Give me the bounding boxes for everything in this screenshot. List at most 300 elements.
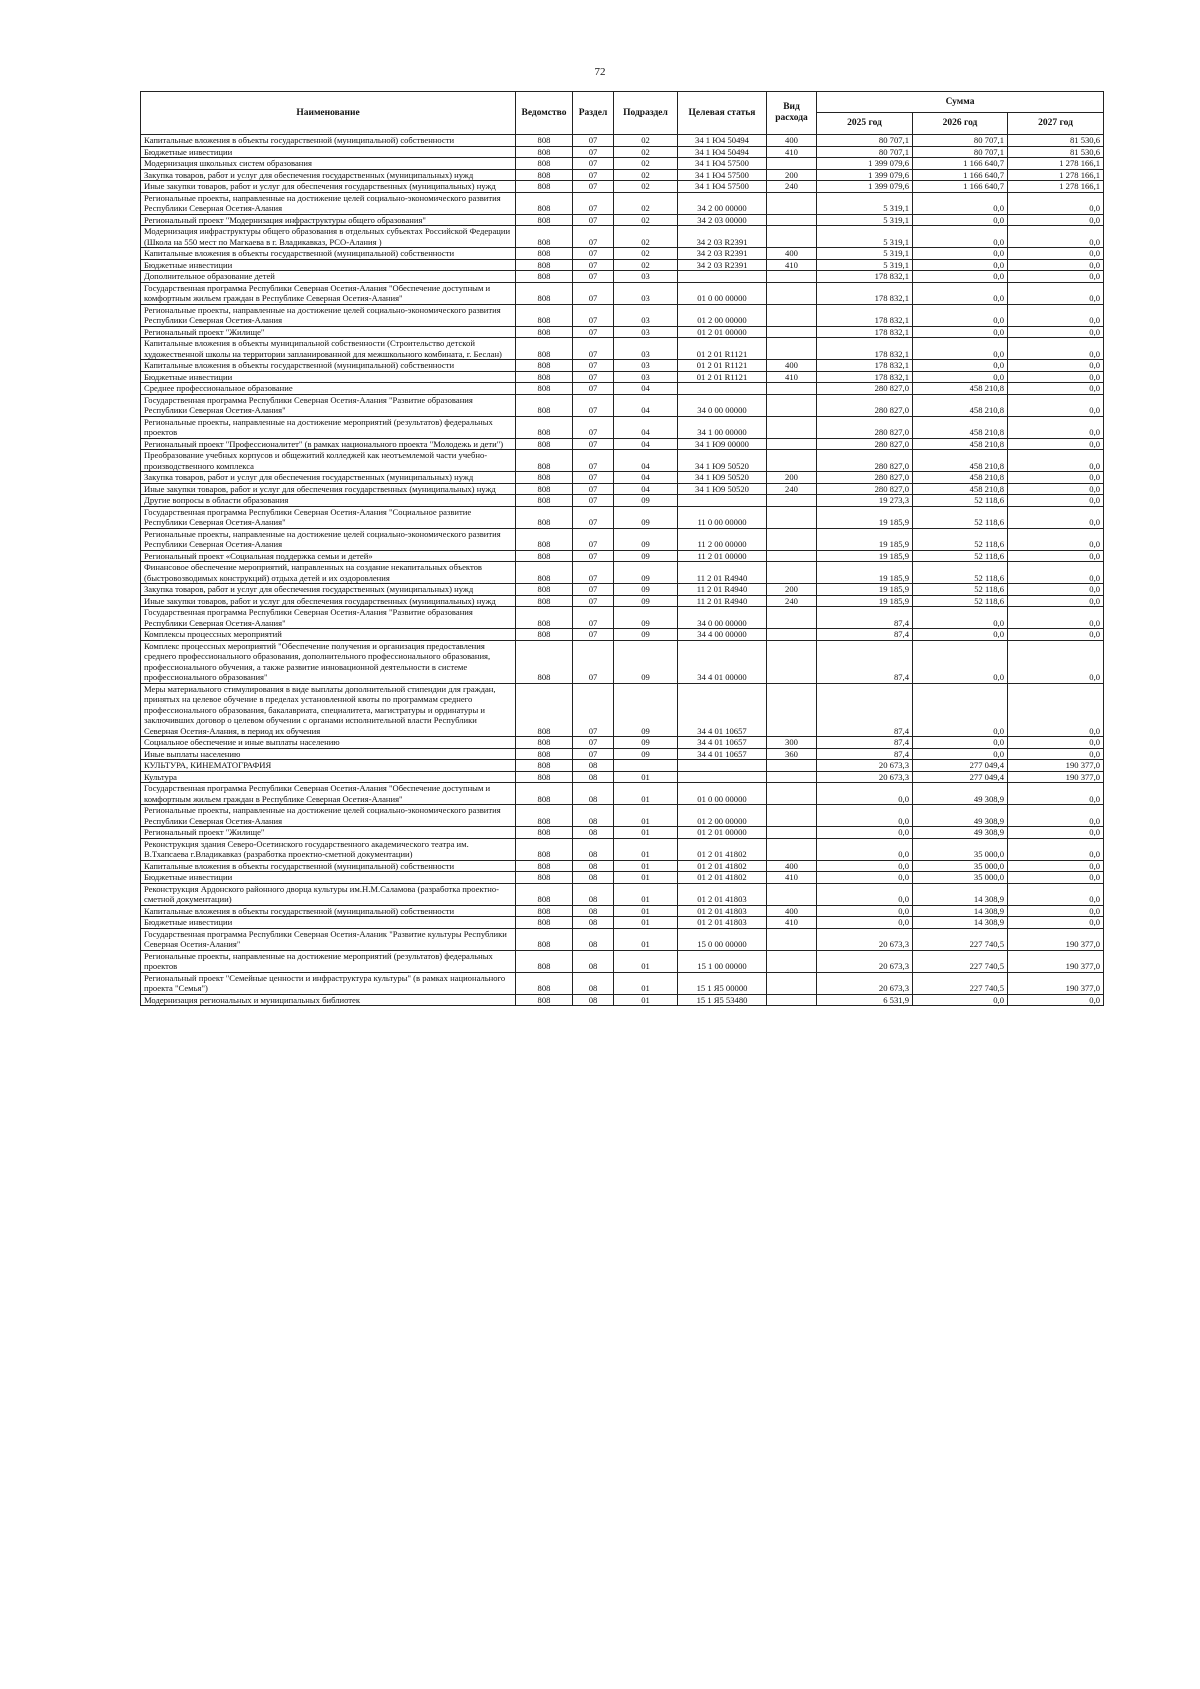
row-target: 34 4 01 10657 — [678, 737, 767, 749]
row-name: Меры материального стимулирования в виде выплаты дополнительной стипендии для граждан, принятых на целевое обучение в пределах установленной квоты по программам среднего профессионального образования, бакалавриата, специалитета, магистратуры и ординатуры и заключивших договор о целевом обучении с органами исполнительной власти Республики Северная Осетия-Алания, в период их обучения — [141, 683, 516, 737]
row-target: 34 2 03 R2391 — [678, 226, 767, 248]
table-row — [141, 282, 1104, 304]
row-section: 07 — [573, 338, 614, 360]
row-section: 08 — [573, 838, 614, 860]
row-sum-2025: 20 673,3 — [817, 928, 913, 950]
row-sum-2026: 0,0 — [913, 640, 1008, 683]
table-row — [141, 994, 1104, 1006]
row-dept: 808 — [516, 872, 573, 884]
row-dept: 808 — [516, 883, 573, 905]
row-name: Региональные проекты, направленные на достижение мероприятий (результатов) федеральных проектов — [141, 416, 516, 438]
row-exp-type — [767, 158, 817, 170]
row-name: Иные закупки товаров, работ и услуг для обеспечения государственных (муниципальных) нужд — [141, 483, 516, 495]
row-target: 01 0 00 00000 — [678, 282, 767, 304]
row-sum-2026: 0,0 — [913, 304, 1008, 326]
row-sum-2027: 0,0 — [1008, 495, 1104, 507]
header-target: Целевая статья — [678, 92, 767, 135]
row-subsection: 02 — [614, 248, 678, 260]
row-dept: 808 — [516, 416, 573, 438]
row-dept: 808 — [516, 994, 573, 1006]
row-sum-2027: 0,0 — [1008, 450, 1104, 472]
row-name: Закупка товаров, работ и услуг для обеспечения государственных (муниципальных) нужд — [141, 169, 516, 181]
row-sum-2027: 0,0 — [1008, 506, 1104, 528]
row-target: 34 1 00 00000 — [678, 416, 767, 438]
row-exp-type: 240 — [767, 483, 817, 495]
header-subsection: Подраздел — [614, 92, 678, 135]
row-target: 34 4 01 00000 — [678, 640, 767, 683]
row-target: 15 1 Я5 53480 — [678, 994, 767, 1006]
row-dept: 808 — [516, 629, 573, 641]
row-sum-2027: 190 377,0 — [1008, 771, 1104, 783]
row-subsection: 01 — [614, 994, 678, 1006]
row-sum-2026: 1 166 640,7 — [913, 158, 1008, 170]
row-subsection: 01 — [614, 771, 678, 783]
row-dept: 808 — [516, 737, 573, 749]
row-sum-2026: 14 308,9 — [913, 917, 1008, 929]
table-row — [141, 917, 1104, 929]
row-subsection: 02 — [614, 135, 678, 147]
row-target: 34 4 00 00000 — [678, 629, 767, 641]
row-target: 15 1 00 00000 — [678, 950, 767, 972]
row-dept: 808 — [516, 394, 573, 416]
row-subsection: 09 — [614, 607, 678, 629]
row-section: 07 — [573, 629, 614, 641]
row-subsection: 03 — [614, 360, 678, 372]
row-target: 01 2 00 00000 — [678, 805, 767, 827]
row-subsection: 04 — [614, 394, 678, 416]
row-dept: 808 — [516, 304, 573, 326]
row-sum-2026: 0,0 — [913, 338, 1008, 360]
row-sum-2027: 0,0 — [1008, 214, 1104, 226]
table-row — [141, 214, 1104, 226]
row-dept: 808 — [516, 550, 573, 562]
row-name: Иные закупки товаров, работ и услуг для обеспечения государственных (муниципальных) нужд — [141, 595, 516, 607]
header-2025: 2025 год — [817, 113, 913, 135]
row-sum-2027: 0,0 — [1008, 629, 1104, 641]
row-subsection: 01 — [614, 783, 678, 805]
row-name: Бюджетные инвестиции — [141, 259, 516, 271]
row-sum-2026: 227 740,5 — [913, 928, 1008, 950]
row-exp-type — [767, 760, 817, 772]
row-sum-2026: 14 308,9 — [913, 905, 1008, 917]
table-row — [141, 271, 1104, 283]
row-name: Бюджетные инвестиции — [141, 872, 516, 884]
row-sum-2025: 0,0 — [817, 860, 913, 872]
row-sum-2025: 20 673,3 — [817, 972, 913, 994]
row-sum-2026: 49 308,9 — [913, 783, 1008, 805]
table-row — [141, 905, 1104, 917]
row-dept: 808 — [516, 181, 573, 193]
row-section: 07 — [573, 360, 614, 372]
row-sum-2025: 87,4 — [817, 737, 913, 749]
row-section: 07 — [573, 450, 614, 472]
table-row — [141, 495, 1104, 507]
row-subsection: 03 — [614, 271, 678, 283]
row-sum-2027: 0,0 — [1008, 338, 1104, 360]
row-dept: 808 — [516, 282, 573, 304]
row-subsection: 09 — [614, 737, 678, 749]
row-target: 01 2 01 41803 — [678, 917, 767, 929]
table-row — [141, 950, 1104, 972]
table-row — [141, 528, 1104, 550]
row-dept: 808 — [516, 450, 573, 472]
row-sum-2025: 0,0 — [817, 872, 913, 884]
row-name: Капитальные вложения в объекты государственной (муниципальной) собственности — [141, 860, 516, 872]
table-row — [141, 248, 1104, 260]
row-subsection: 09 — [614, 595, 678, 607]
row-subsection: 09 — [614, 683, 678, 737]
row-sum-2027: 0,0 — [1008, 438, 1104, 450]
row-subsection: 01 — [614, 805, 678, 827]
row-sum-2025: 1 399 079,6 — [817, 181, 913, 193]
row-sum-2026: 52 118,6 — [913, 595, 1008, 607]
row-sum-2027: 81 530,6 — [1008, 135, 1104, 147]
table-row — [141, 416, 1104, 438]
row-sum-2025: 19 185,9 — [817, 528, 913, 550]
row-subsection: 03 — [614, 304, 678, 326]
row-subsection: 02 — [614, 169, 678, 181]
table-row — [141, 259, 1104, 271]
row-subsection: 01 — [614, 950, 678, 972]
row-sum-2026: 52 118,6 — [913, 528, 1008, 550]
row-section: 08 — [573, 783, 614, 805]
row-name: Региональный проект "Жилище" — [141, 827, 516, 839]
row-name: Закупка товаров, работ и услуг для обеспечения государственных (муниципальных) нужд — [141, 472, 516, 484]
row-sum-2025: 20 673,3 — [817, 950, 913, 972]
row-sum-2027: 0,0 — [1008, 483, 1104, 495]
row-subsection: 09 — [614, 640, 678, 683]
row-section: 07 — [573, 607, 614, 629]
row-dept: 808 — [516, 607, 573, 629]
row-section: 07 — [573, 394, 614, 416]
row-target: 34 1 Ю9 50520 — [678, 483, 767, 495]
row-exp-type — [767, 383, 817, 395]
row-sum-2025: 178 832,1 — [817, 338, 913, 360]
row-name: Бюджетные инвестиции — [141, 146, 516, 158]
row-target — [678, 495, 767, 507]
row-sum-2025: 280 827,0 — [817, 416, 913, 438]
row-sum-2026: 277 049,4 — [913, 771, 1008, 783]
row-target: 34 4 01 10657 — [678, 683, 767, 737]
row-section: 07 — [573, 181, 614, 193]
row-dept: 808 — [516, 259, 573, 271]
row-exp-type — [767, 783, 817, 805]
row-sum-2026: 1 166 640,7 — [913, 169, 1008, 181]
row-section: 08 — [573, 771, 614, 783]
row-target: 11 2 01 R4940 — [678, 562, 767, 584]
row-section: 07 — [573, 416, 614, 438]
row-dept: 808 — [516, 950, 573, 972]
row-sum-2027: 0,0 — [1008, 528, 1104, 550]
row-subsection: 03 — [614, 326, 678, 338]
row-target: 11 2 01 R4940 — [678, 595, 767, 607]
row-exp-type — [767, 950, 817, 972]
row-name: Государственная программа Республики Северная Осетия-Аланик "Развитие культуры Республики Северная Осетия-Алания" — [141, 928, 516, 950]
row-section: 07 — [573, 135, 614, 147]
row-dept: 808 — [516, 226, 573, 248]
row-name: Среднее профессиональное образование — [141, 383, 516, 395]
row-subsection: 01 — [614, 838, 678, 860]
row-sum-2026: 458 210,8 — [913, 416, 1008, 438]
row-sum-2027: 190 377,0 — [1008, 950, 1104, 972]
row-sum-2025: 0,0 — [817, 783, 913, 805]
row-name: Закупка товаров, работ и услуг для обеспечения государственных (муниципальных) нужд — [141, 584, 516, 596]
row-exp-type — [767, 495, 817, 507]
row-sum-2025: 178 832,1 — [817, 360, 913, 372]
row-section: 07 — [573, 472, 614, 484]
row-name: Государственная программа Республики Северная Осетия-Алания "Развитие образования Республики Северная Осетия-Алания" — [141, 607, 516, 629]
table-header — [141, 92, 1104, 135]
row-exp-type — [767, 928, 817, 950]
row-exp-type: 410 — [767, 371, 817, 383]
row-section: 08 — [573, 917, 614, 929]
row-sum-2027: 0,0 — [1008, 883, 1104, 905]
row-name: Региональные проекты, направленные на достижение мероприятий (результатов) федеральных проектов — [141, 950, 516, 972]
row-name: Реконструкция здания Северо-Осетинского государственного академического театра им. В.Тхапсаева г.Владикавказ (разработка проектно-сметной документации) — [141, 838, 516, 860]
row-dept: 808 — [516, 248, 573, 260]
row-section: 07 — [573, 158, 614, 170]
row-subsection: 09 — [614, 528, 678, 550]
row-name: Модернизация школьных систем образования — [141, 158, 516, 170]
row-sum-2026: 80 707,1 — [913, 135, 1008, 147]
row-sum-2025: 0,0 — [817, 883, 913, 905]
row-dept: 808 — [516, 928, 573, 950]
row-sum-2027: 0,0 — [1008, 584, 1104, 596]
table-row — [141, 771, 1104, 783]
row-exp-type: 400 — [767, 360, 817, 372]
header-section: Раздел — [573, 92, 614, 135]
row-sum-2025: 19 185,9 — [817, 562, 913, 584]
row-sum-2027: 0,0 — [1008, 562, 1104, 584]
row-exp-type — [767, 226, 817, 248]
table-row — [141, 629, 1104, 641]
table-row — [141, 838, 1104, 860]
row-sum-2027: 0,0 — [1008, 371, 1104, 383]
table-row — [141, 584, 1104, 596]
row-exp-type: 200 — [767, 472, 817, 484]
table-row — [141, 683, 1104, 737]
row-target: 15 0 00 00000 — [678, 928, 767, 950]
table-row — [141, 450, 1104, 472]
row-exp-type — [767, 214, 817, 226]
row-sum-2027: 0,0 — [1008, 607, 1104, 629]
row-dept: 808 — [516, 506, 573, 528]
row-sum-2026: 52 118,6 — [913, 550, 1008, 562]
row-name: Другие вопросы в области образования — [141, 495, 516, 507]
row-name: Региональные проекты, направленные на достижение целей социально-экономического развития Республики Северная Осетия-Алания — [141, 528, 516, 550]
row-name: Бюджетные инвестиции — [141, 371, 516, 383]
row-subsection: 02 — [614, 146, 678, 158]
row-target: 34 1 Ю4 50494 — [678, 146, 767, 158]
row-subsection: 04 — [614, 383, 678, 395]
row-sum-2025: 0,0 — [817, 827, 913, 839]
row-name: Капитальные вложения в объекты муниципальной собственности (Строительство детской художественной школы на территории запланированной для межшкольного комбината, г. Беслан) — [141, 338, 516, 360]
row-sum-2025: 5 319,1 — [817, 192, 913, 214]
row-section: 07 — [573, 146, 614, 158]
row-exp-type: 360 — [767, 748, 817, 760]
row-exp-type — [767, 805, 817, 827]
row-name: Комплекс процессных мероприятий "Обеспечение получения и организация предоставления среднего профессионального образования, дополнительного профессионального образования, профессионального обучения, а также развитие инновационной деятельности в системе профессионального образования" — [141, 640, 516, 683]
row-section: 07 — [573, 595, 614, 607]
row-sum-2027: 0,0 — [1008, 917, 1104, 929]
row-section: 08 — [573, 883, 614, 905]
table-row — [141, 827, 1104, 839]
row-sum-2026: 0,0 — [913, 282, 1008, 304]
row-exp-type: 410 — [767, 146, 817, 158]
row-target: 11 2 00 00000 — [678, 528, 767, 550]
row-target: 01 2 01 41802 — [678, 860, 767, 872]
row-name: Региональный проект "Семейные ценности и инфраструктура культуры" (в рамках национального проекта "Семья") — [141, 972, 516, 994]
row-sum-2026: 35 000,0 — [913, 860, 1008, 872]
row-sum-2026: 0,0 — [913, 259, 1008, 271]
row-exp-type: 400 — [767, 135, 817, 147]
row-sum-2025: 87,4 — [817, 748, 913, 760]
row-section: 07 — [573, 483, 614, 495]
table-row — [141, 483, 1104, 495]
row-name: Региональные проекты, направленные на достижение целей социально-экономического развития Республики Северная Осетия-Алания — [141, 192, 516, 214]
row-section: 07 — [573, 562, 614, 584]
row-subsection: 04 — [614, 450, 678, 472]
row-sum-2025: 178 832,1 — [817, 326, 913, 338]
row-target: 34 1 Ю9 00000 — [678, 438, 767, 450]
row-sum-2027: 190 377,0 — [1008, 928, 1104, 950]
row-sum-2027: 0,0 — [1008, 595, 1104, 607]
row-section: 07 — [573, 495, 614, 507]
row-sum-2026: 35 000,0 — [913, 838, 1008, 860]
row-sum-2025: 280 827,0 — [817, 438, 913, 450]
table-row — [141, 472, 1104, 484]
row-sum-2025: 20 673,3 — [817, 760, 913, 772]
row-exp-type — [767, 883, 817, 905]
row-sum-2026: 277 049,4 — [913, 760, 1008, 772]
table-row — [141, 550, 1104, 562]
row-target: 01 2 01 R1121 — [678, 371, 767, 383]
row-sum-2026: 0,0 — [913, 271, 1008, 283]
row-sum-2026: 0,0 — [913, 737, 1008, 749]
row-exp-type — [767, 326, 817, 338]
row-section: 07 — [573, 214, 614, 226]
row-subsection: 01 — [614, 872, 678, 884]
row-sum-2027: 0,0 — [1008, 416, 1104, 438]
row-name: Региональный проект «Социальная поддержка семьи и детей» — [141, 550, 516, 562]
row-sum-2026: 458 210,8 — [913, 450, 1008, 472]
row-sum-2025: 87,4 — [817, 607, 913, 629]
row-section: 07 — [573, 282, 614, 304]
row-target: 34 1 Ю4 50494 — [678, 135, 767, 147]
row-name: Модернизация инфраструктуры общего образования в отдельных субъектах Российской Федерации (Школа на 550 мест по Магкаева в г. Владикавказ, РСО-Алания ) — [141, 226, 516, 248]
row-dept: 808 — [516, 584, 573, 596]
table-row — [141, 595, 1104, 607]
row-subsection: 04 — [614, 416, 678, 438]
table-row — [141, 360, 1104, 372]
row-dept: 808 — [516, 838, 573, 860]
row-target: 11 2 01 00000 — [678, 550, 767, 562]
row-section: 07 — [573, 683, 614, 737]
row-sum-2025: 280 827,0 — [817, 450, 913, 472]
row-sum-2025: 19 185,9 — [817, 550, 913, 562]
row-section: 08 — [573, 860, 614, 872]
row-sum-2026: 0,0 — [913, 226, 1008, 248]
row-sum-2026: 49 308,9 — [913, 827, 1008, 839]
row-name: Региональный проект "Профессионалитет" (в рамках национального проекта "Молодежь и дети") — [141, 438, 516, 450]
row-section: 07 — [573, 192, 614, 214]
table-row — [141, 805, 1104, 827]
row-name: Государственная программа Республики Северная Осетия-Алания "Обеспечение доступным и комфортным жильем граждан в Республике Северная Осетия-Алания" — [141, 282, 516, 304]
row-target: 01 2 01 41802 — [678, 872, 767, 884]
row-exp-type: 300 — [767, 737, 817, 749]
row-subsection: 09 — [614, 495, 678, 507]
row-target: 01 2 01 00000 — [678, 326, 767, 338]
row-subsection: 09 — [614, 629, 678, 641]
row-dept: 808 — [516, 169, 573, 181]
row-subsection: 09 — [614, 506, 678, 528]
row-name: Региональные проекты, направленные на достижение целей социально-экономического развития Республики Северная Осетия-Алания — [141, 304, 516, 326]
row-target: 01 2 01 41802 — [678, 838, 767, 860]
row-section: 07 — [573, 371, 614, 383]
row-sum-2026: 0,0 — [913, 326, 1008, 338]
row-target — [678, 383, 767, 395]
row-exp-type: 410 — [767, 872, 817, 884]
row-sum-2026: 0,0 — [913, 748, 1008, 760]
row-dept: 808 — [516, 905, 573, 917]
row-sum-2027: 81 530,6 — [1008, 146, 1104, 158]
row-section: 07 — [573, 584, 614, 596]
row-sum-2027: 0,0 — [1008, 226, 1104, 248]
row-target: 01 2 01 R1121 — [678, 338, 767, 360]
row-subsection: 01 — [614, 972, 678, 994]
row-subsection: 04 — [614, 438, 678, 450]
row-subsection: 01 — [614, 860, 678, 872]
table-row — [141, 783, 1104, 805]
row-sum-2026: 458 210,8 — [913, 472, 1008, 484]
row-target: 11 0 00 00000 — [678, 506, 767, 528]
row-sum-2027: 0,0 — [1008, 905, 1104, 917]
row-exp-type — [767, 994, 817, 1006]
row-dept: 808 — [516, 805, 573, 827]
row-sum-2027: 0,0 — [1008, 683, 1104, 737]
row-exp-type — [767, 192, 817, 214]
row-sum-2026: 0,0 — [913, 214, 1008, 226]
row-name: Иные закупки товаров, работ и услуг для обеспечения государственных (муниципальных) нужд — [141, 181, 516, 193]
row-target: 01 2 01 00000 — [678, 827, 767, 839]
header-exp-type: Вид расхода — [767, 92, 817, 135]
row-dept: 808 — [516, 146, 573, 158]
row-sum-2027: 1 278 166,1 — [1008, 181, 1104, 193]
row-exp-type — [767, 338, 817, 360]
row-exp-type — [767, 506, 817, 528]
row-section: 08 — [573, 905, 614, 917]
row-sum-2025: 20 673,3 — [817, 771, 913, 783]
row-dept: 808 — [516, 472, 573, 484]
page-number: 72 — [594, 66, 606, 78]
row-subsection: 09 — [614, 748, 678, 760]
row-sum-2026: 0,0 — [913, 192, 1008, 214]
row-sum-2025: 87,4 — [817, 683, 913, 737]
row-section: 08 — [573, 950, 614, 972]
header-2026: 2026 год — [913, 113, 1008, 135]
row-dept: 808 — [516, 562, 573, 584]
row-sum-2025: 1 399 079,6 — [817, 169, 913, 181]
table-row — [141, 371, 1104, 383]
row-section: 07 — [573, 383, 614, 395]
row-exp-type — [767, 629, 817, 641]
row-dept: 808 — [516, 748, 573, 760]
row-sum-2026: 458 210,8 — [913, 383, 1008, 395]
row-subsection: 09 — [614, 562, 678, 584]
row-exp-type — [767, 271, 817, 283]
row-dept: 808 — [516, 192, 573, 214]
row-sum-2026: 0,0 — [913, 683, 1008, 737]
